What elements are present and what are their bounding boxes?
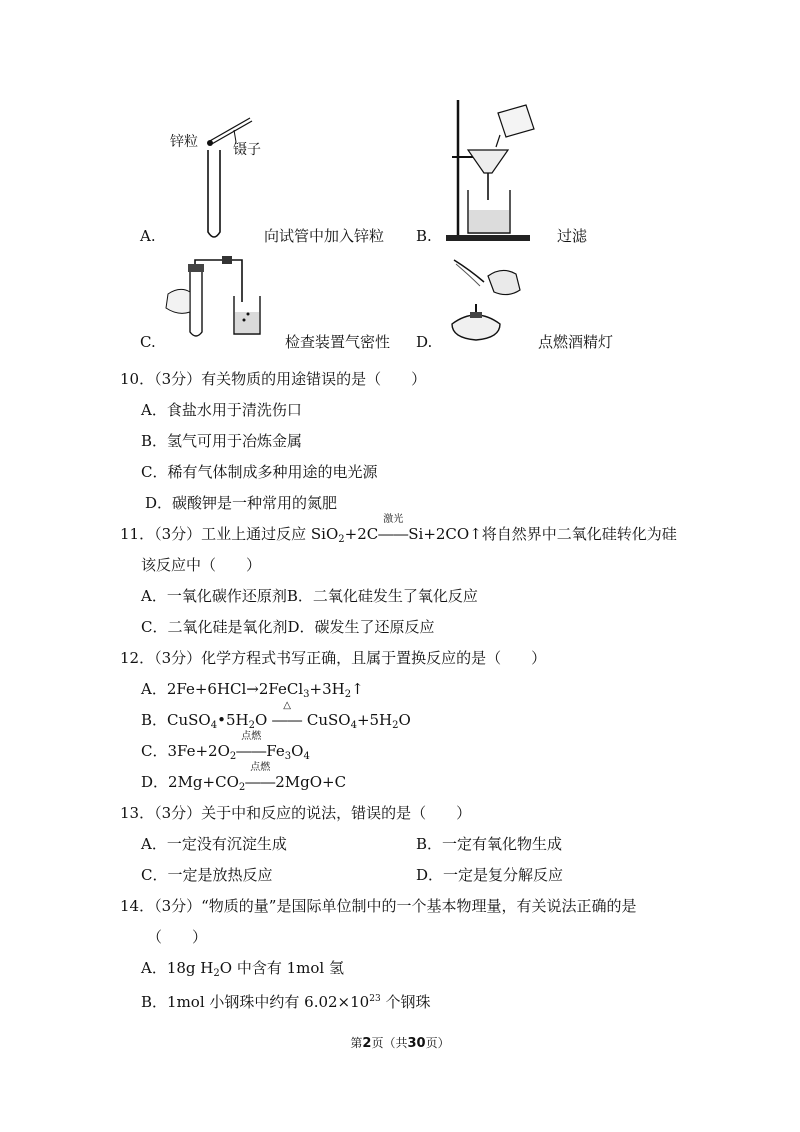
q11-stem: [120, 514, 677, 550]
option-b-letter: B.: [416, 227, 432, 245]
q12-b-sub4: 2: [392, 720, 399, 731]
q12-option-c: [141, 731, 310, 767]
q12-a-sub1: 3: [303, 689, 310, 700]
q12-a-sub2: 2: [344, 689, 352, 700]
q12-b-text6: O: [398, 711, 411, 729]
q11-condition: 激光: [383, 514, 404, 525]
option-d-letter: D.: [416, 333, 433, 351]
q12-option-d: [141, 762, 347, 798]
q12-c-condition: 点燃: [241, 731, 262, 742]
q12-option-a: [141, 679, 364, 705]
q11-stem-part3: Si+2CO↑将自然界中二氧化硅转化为硅: [408, 525, 677, 543]
q14-b-exponent: 23: [369, 994, 381, 1004]
q10-option-d: D．碳酸钾是一种常用的氮肥: [145, 494, 338, 512]
q12-c-sub3: 4: [303, 751, 310, 762]
footer-text3: 页）: [425, 1036, 450, 1050]
q11-reaction-arrow: 激光 ――: [378, 514, 409, 543]
option-a-letter: A.: [140, 227, 156, 245]
page-number: 2: [362, 1036, 372, 1051]
q12-a-text3: ↑: [351, 680, 364, 698]
q12-c-sub2: 3: [284, 751, 292, 762]
alcohol-lamp-figure: [440, 252, 530, 347]
option-c-caption: 检查装置气密性: [285, 333, 391, 351]
q12-b-condition: △: [283, 700, 291, 711]
q12-b-text: B．CuSO: [141, 711, 211, 729]
q14-stem: 14．（3分）“物质的量”是国际单位制中的一个基本物理量，有关说法正确的是: [120, 897, 637, 915]
q11-stem-sub: 2: [338, 534, 345, 545]
tweezers-label: 镊子: [233, 142, 261, 158]
q14-a-text: A．18g H: [141, 959, 214, 977]
q12-d-text: D．2Mg+CO: [141, 773, 239, 791]
q11-stem-part1: 11．（3分）工业上通过反应 SiO: [120, 525, 339, 543]
option-c-letter: C.: [140, 333, 156, 351]
q14-a-text2: O 中含有 1mol 氢: [219, 959, 344, 977]
q14-b-text2: 个钢珠: [380, 993, 431, 1011]
q12-stem: 12．（3分）化学方程式书写正确，且属于置换反应的是（ ）: [120, 649, 547, 667]
q11-stem-line2: 该反应中（ ）: [141, 556, 262, 574]
q14-b-text: B．1mol 小钢珠中约有 6.02×10: [141, 993, 370, 1011]
q12-c-text2: Fe: [266, 742, 285, 760]
q12-b-sub2: 2: [248, 720, 255, 731]
zinc-label: 锌粒: [170, 134, 198, 150]
airtightness-check-figure: [160, 252, 280, 342]
q12-d-reaction-arrow: 点燃 ――: [245, 762, 276, 791]
total-pages: 30: [407, 1036, 426, 1051]
q12-c-sub1: 2: [229, 751, 237, 762]
q10-option-c: C．稀有气体制成多种用途的电光源: [141, 463, 378, 481]
test-tube-zinc-figure: [190, 110, 270, 245]
q12-b-text4: CuSO: [306, 711, 351, 729]
q11-options-line1: A．一氧化碳作还原剂B．二氧化硅发生了氧化反应: [141, 587, 478, 605]
q12-c-text3: O: [291, 742, 304, 760]
q10-stem: 10．（3分）有关物质的用途错误的是（ ）: [120, 370, 427, 388]
q12-option-b: [141, 700, 411, 736]
option-d-caption: 点燃酒精灯: [538, 333, 614, 351]
q14-stem-line2: （ ）: [147, 928, 208, 946]
q13-stem: 13．（3分）关于中和反应的说法，错误的是（ ）: [120, 804, 472, 822]
q14-option-a: [141, 958, 344, 984]
q12-b-sub1: 4: [210, 720, 218, 731]
q12-b-text3: O: [254, 711, 268, 729]
q10-option-a: A．食盐水用于清洗伤口: [141, 401, 302, 419]
option-a-caption: 向试管中加入锌粒: [264, 227, 385, 245]
q12-a-text2: +3H: [309, 680, 345, 698]
q13-option-c: C．一定是放热反应: [141, 866, 273, 884]
q10-option-b: B．氢气可用于冶炼金属: [141, 432, 303, 450]
q11-stem-part2: +2C: [344, 525, 379, 543]
page-footer: [0, 1034, 800, 1051]
q12-b-sub3: 4: [350, 720, 357, 731]
q13-option-d: D．一定是复分解反应: [416, 866, 564, 884]
q13-option-a: A．一定没有沉淀生成: [141, 835, 287, 853]
filtration-apparatus-figure: [440, 95, 540, 245]
q12-a-text: A．2Fe+6HCl→2FeCl: [141, 680, 304, 698]
q12-c-text: C．3Fe+2O: [141, 742, 230, 760]
q14-a-sub: 2: [213, 968, 220, 979]
q14-option-b: [141, 989, 430, 1012]
q12-d-text2: 2MgO+C: [275, 773, 347, 791]
q12-d-condition: 点燃: [250, 762, 271, 773]
q13-option-b: B．一定有氧化物生成: [416, 835, 563, 853]
q12-b-reaction-arrow: △ ――: [272, 700, 303, 729]
q12-c-reaction-arrow: 点燃 ――: [236, 731, 267, 760]
footer-text2: 页（共: [371, 1036, 408, 1050]
footer-text: 第: [350, 1036, 363, 1050]
q12-b-text2: •5H: [217, 711, 249, 729]
q11-options-line2: C．二氧化硅是氧化剂D．碳发生了还原反应: [141, 618, 435, 636]
option-b-caption: 过滤: [557, 227, 588, 245]
q12-d-sub1: 2: [238, 782, 246, 793]
q12-b-text5: +5H: [356, 711, 393, 729]
